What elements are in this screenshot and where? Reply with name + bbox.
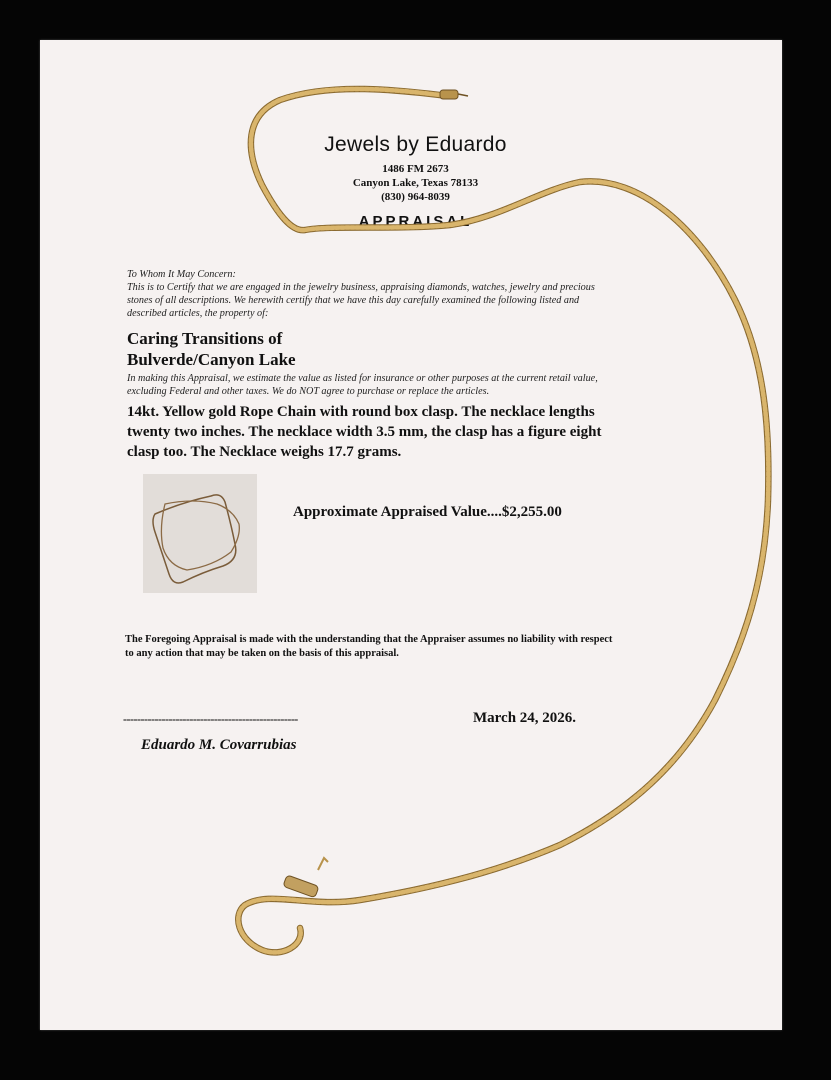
document-title: APPRAISAL <box>358 213 473 230</box>
appraiser-name: Eduardo M. Covarrubias <box>141 737 297 753</box>
item-description-line-2: twenty two inches. The necklace width 3.5 mm, the clasp has a figure eight <box>127 424 602 440</box>
address-line-2: Canyon Lake, Texas 78133 <box>352 177 479 189</box>
certification-line-1: This is to Certify that we are engaged in the jewelry business, appraising diamonds, watches, jewelry and precious <box>127 282 595 293</box>
certification-line-2: stones of all descriptions. We herewith certify that we have this day carefully examined the following listed and <box>127 295 580 306</box>
address-line-1: 1486 FM 2673 <box>382 163 449 175</box>
item-description-line-3: clasp too. The Necklace weighs 17.7 grams. <box>127 444 402 460</box>
owner-line-1: Caring Transitions of <box>127 329 283 348</box>
signature-line: -------------------------------------------------- <box>123 712 298 726</box>
clasp-top <box>440 90 468 99</box>
appraised-value: Approximate Appraised Value....$2,255.00 <box>293 504 562 520</box>
valuation-note-line-1: In making this Appraisal, we estimate the value as listed for insurance or other purposes at the current retail value, <box>127 373 598 384</box>
clasp-bottom <box>283 858 328 898</box>
valuation-note-line-2: excluding Federal and other taxes. We do NOT agree to purchase or replace the articles. <box>127 386 490 397</box>
disclaimer-line-1: The Foregoing Appraisal is made with the understanding that the Appraiser assumes no liability with respect <box>125 634 613 645</box>
disclaimer-line-2: to any action that may be taken on the basis of this appraisal. <box>125 648 399 659</box>
appraisal-date: March 24, 2026. <box>473 710 577 726</box>
item-description-line-1: 14kt. Yellow gold Rope Chain with round box clasp. The necklace lengths <box>127 404 595 420</box>
business-name: Jewels by Eduardo <box>324 133 507 156</box>
owner-line-2: Bulverde/Canyon Lake <box>127 350 296 369</box>
rope-chain-strand <box>238 89 768 952</box>
phone-number: (830) 964-8039 <box>381 191 450 203</box>
certification-line-3: described articles, the property of: <box>127 308 269 319</box>
salutation: To Whom It May Concern: <box>127 269 236 280</box>
